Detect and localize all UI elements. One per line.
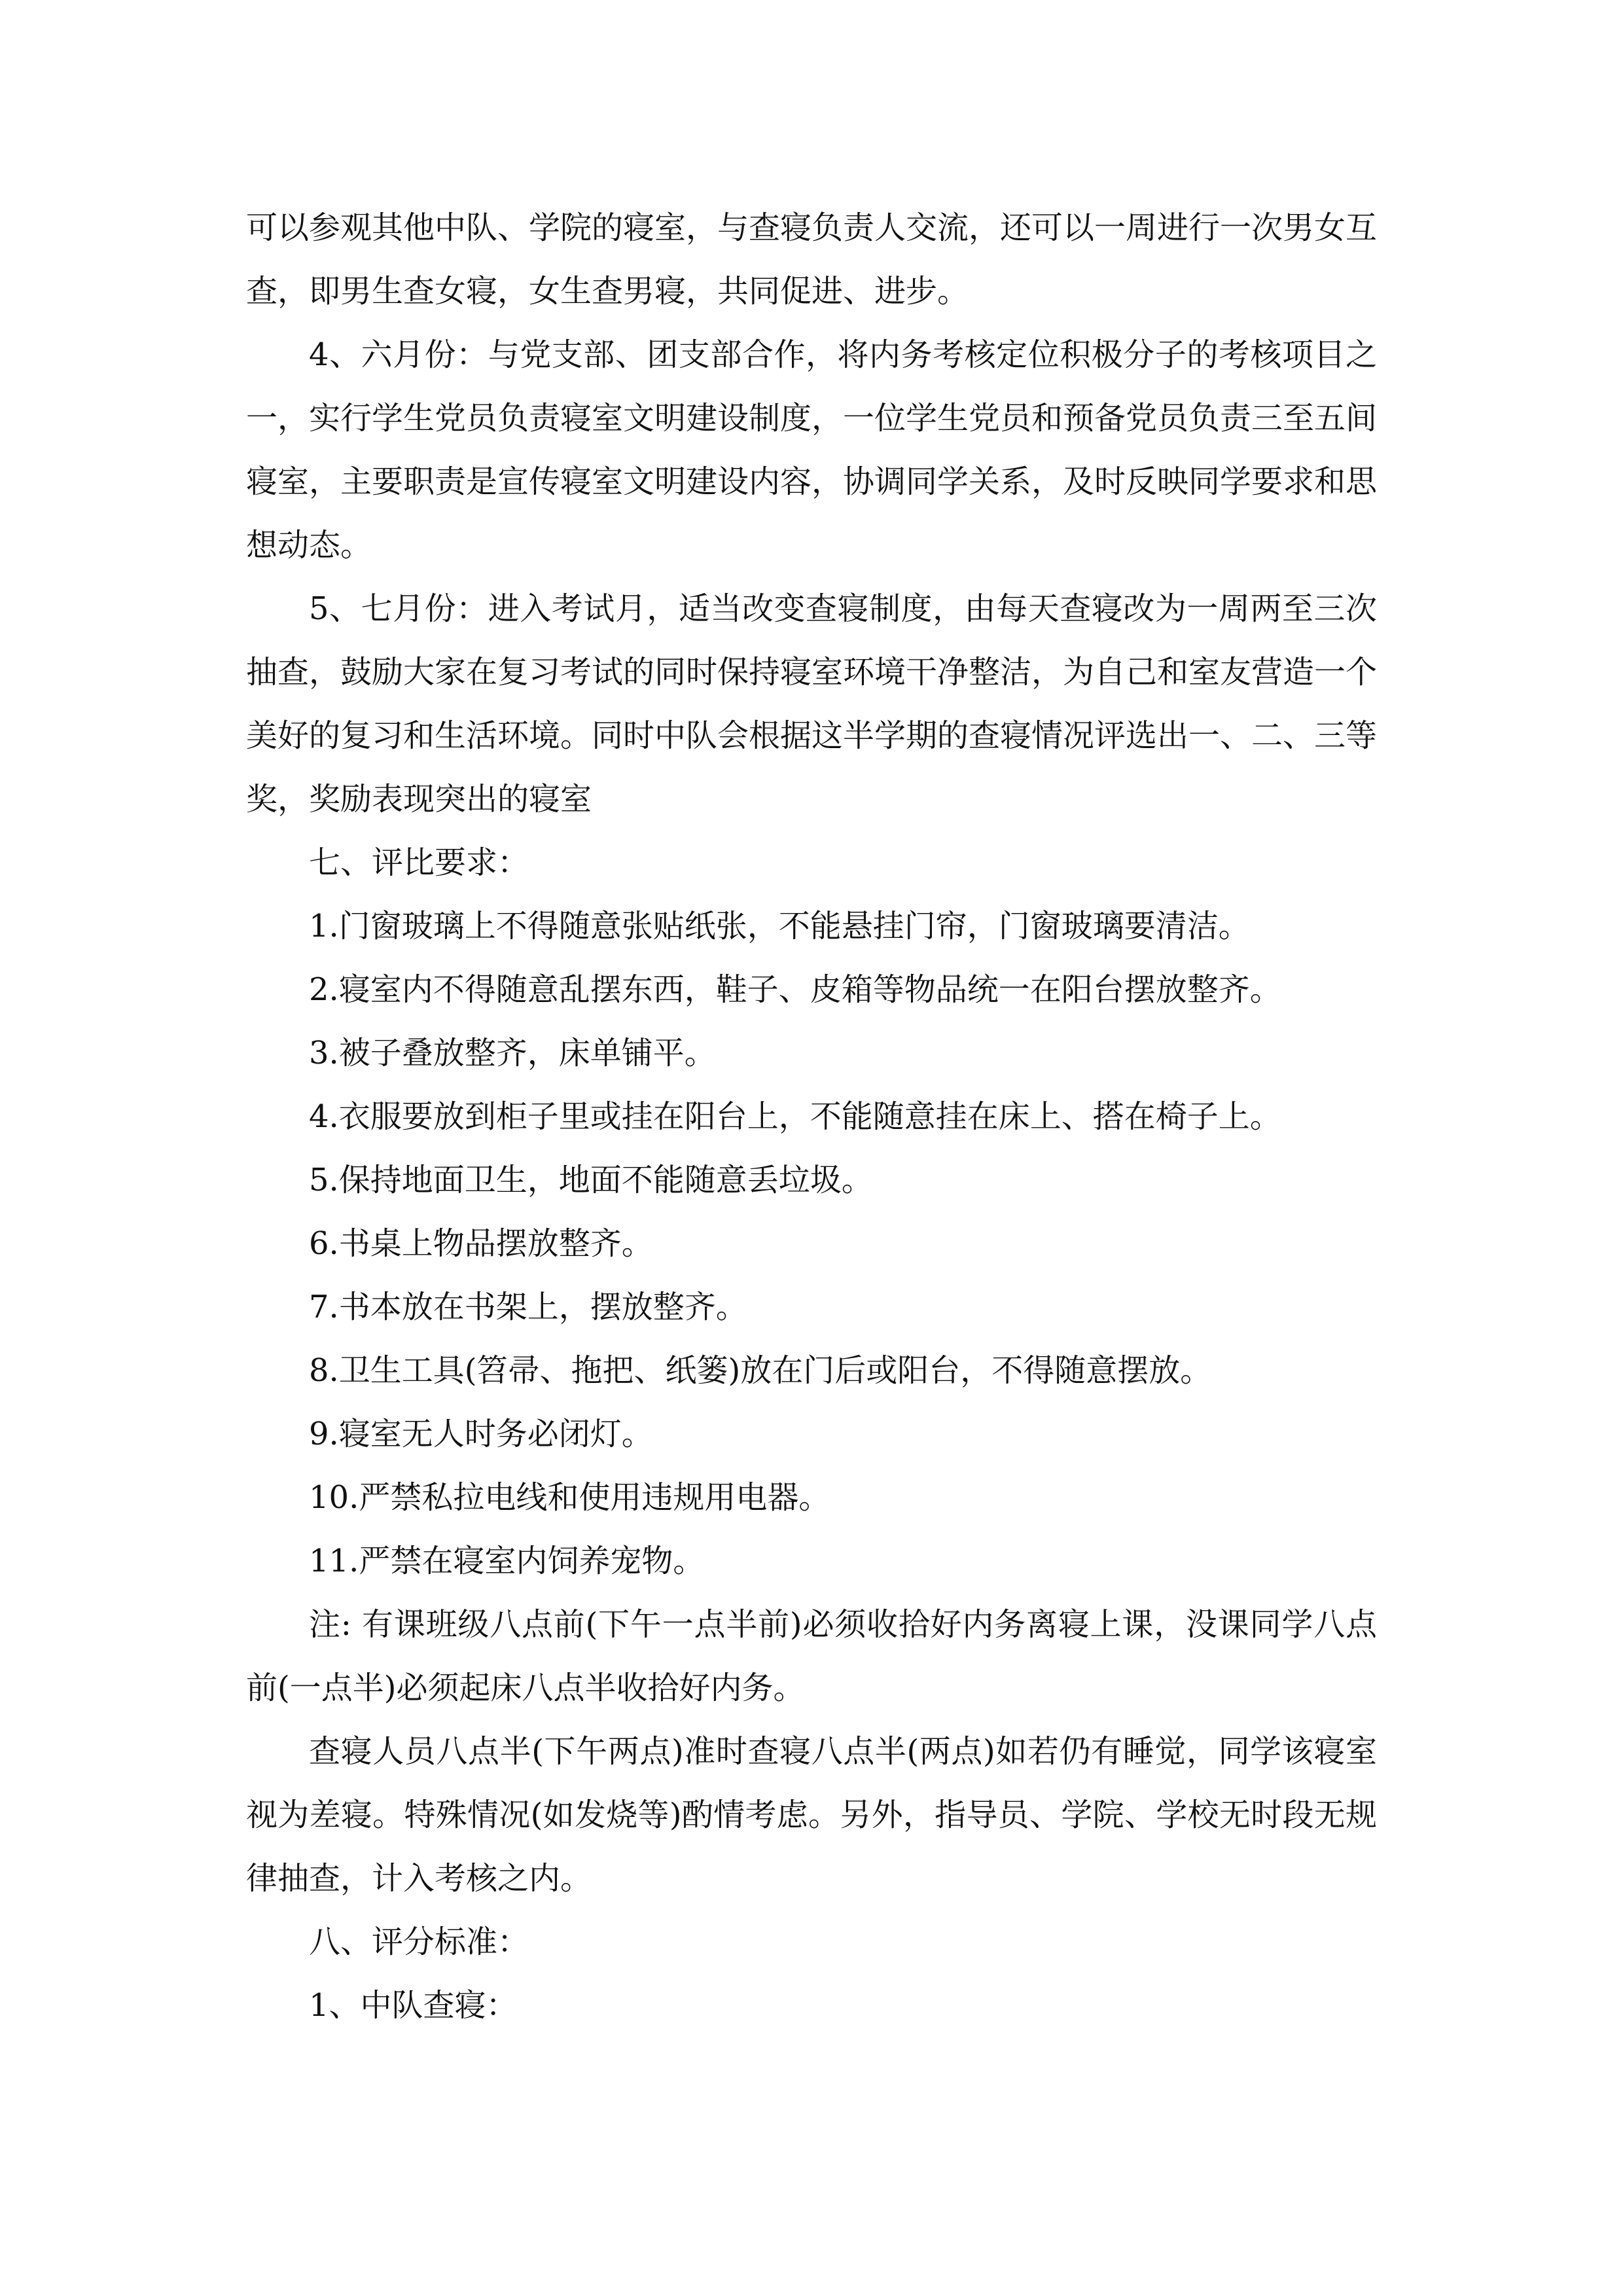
requirement-item-11: 11.严禁在寝室内饲养宠物。 (309, 1543, 705, 1579)
requirement-item-3: 3.被子叠放整齐，床单铺平。 (309, 1035, 716, 1071)
requirement-item-8: 8.卫生工具(笤帚、拖把、纸篓)放在门后或阳台，不得随意摆放。 (309, 1352, 1212, 1389)
requirement-item-6: 6.书桌上物品摆放整齐。 (309, 1225, 653, 1262)
requirement-item-4: 4.衣服要放到柜子里或挂在阳台上，不能随意挂在床上、搭在椅子上。 (309, 1098, 1281, 1135)
requirement-item-2: 2.寝室内不得随意乱摆东西，鞋子、皮箱等物品统一在阳台摆放整齐。 (309, 971, 1281, 1008)
paragraph-june: 4、六月份：与党支部、团支部合作，将内务考核定位积极分子的考核项目之一，实行学生党员负责寝室文明建设制度，一位学生党员和预备党员负责三至五间寝室，主要职责是宣传寝室文明建设内容，协调同学关系，及时反映同学要求和思想动态。 (246, 336, 1378, 564)
subheading-squad-inspection: 1、中队查寝： (309, 1987, 518, 2024)
document-body (246, 196, 1377, 2037)
paragraph-continued: 可以参观其他中队、学院的寝室，与查寝负责人交流，还可以一周进行一次男女互查，即男生查女寝，女生查男寝，共同促进、进步。 (246, 209, 1378, 310)
requirement-item-1: 1.门窗玻璃上不得随意张贴纸张，不能悬挂门帘，门窗玻璃要清洁。 (309, 908, 1250, 944)
section-heading-evaluation-requirements: 七、评比要求： (309, 844, 529, 881)
requirement-item-10: 10.严禁私拉电线和使用违规用电器。 (309, 1479, 830, 1516)
section-heading-scoring-standards: 八、评分标准： (309, 1924, 529, 1960)
requirement-item-5: 5.保持地面卫生，地面不能随意丢垃圾。 (309, 1162, 873, 1198)
note-paragraph: 注: 有课班级八点前(下午一点半前)必须收拾好内务离寝上课，没课同学八点前(一点半)必须起床八点半收拾好内务。 (246, 1606, 1377, 1706)
requirement-item-9: 9.寝室无人时务必闭灯。 (309, 1416, 653, 1452)
requirement-item-7: 7.书本放在书架上，摆放整齐。 (309, 1289, 747, 1325)
paragraph-july: 5、七月份：进入考试月，适当改变查寝制度，由每天查寝改为一周两至三次抽查，鼓励大家在复习考试的同时保持寝室环境干净整洁，为自己和室友营造一个美好的复习和生活环境。同时中队会根据这半学期的查寝情况评选出一、二、三等奖，奖励表现突出的寝室 (246, 590, 1378, 817)
inspection-paragraph: 查寝人员八点半(下午两点)准时查寝八点半(两点)如若仍有睡觉，同学该寝室视为差寝。特殊情况(如发烧等)酌情考虑。另外，指导员、学院、学校无时段无规律抽查，计入考核之内。 (246, 1733, 1377, 1897)
